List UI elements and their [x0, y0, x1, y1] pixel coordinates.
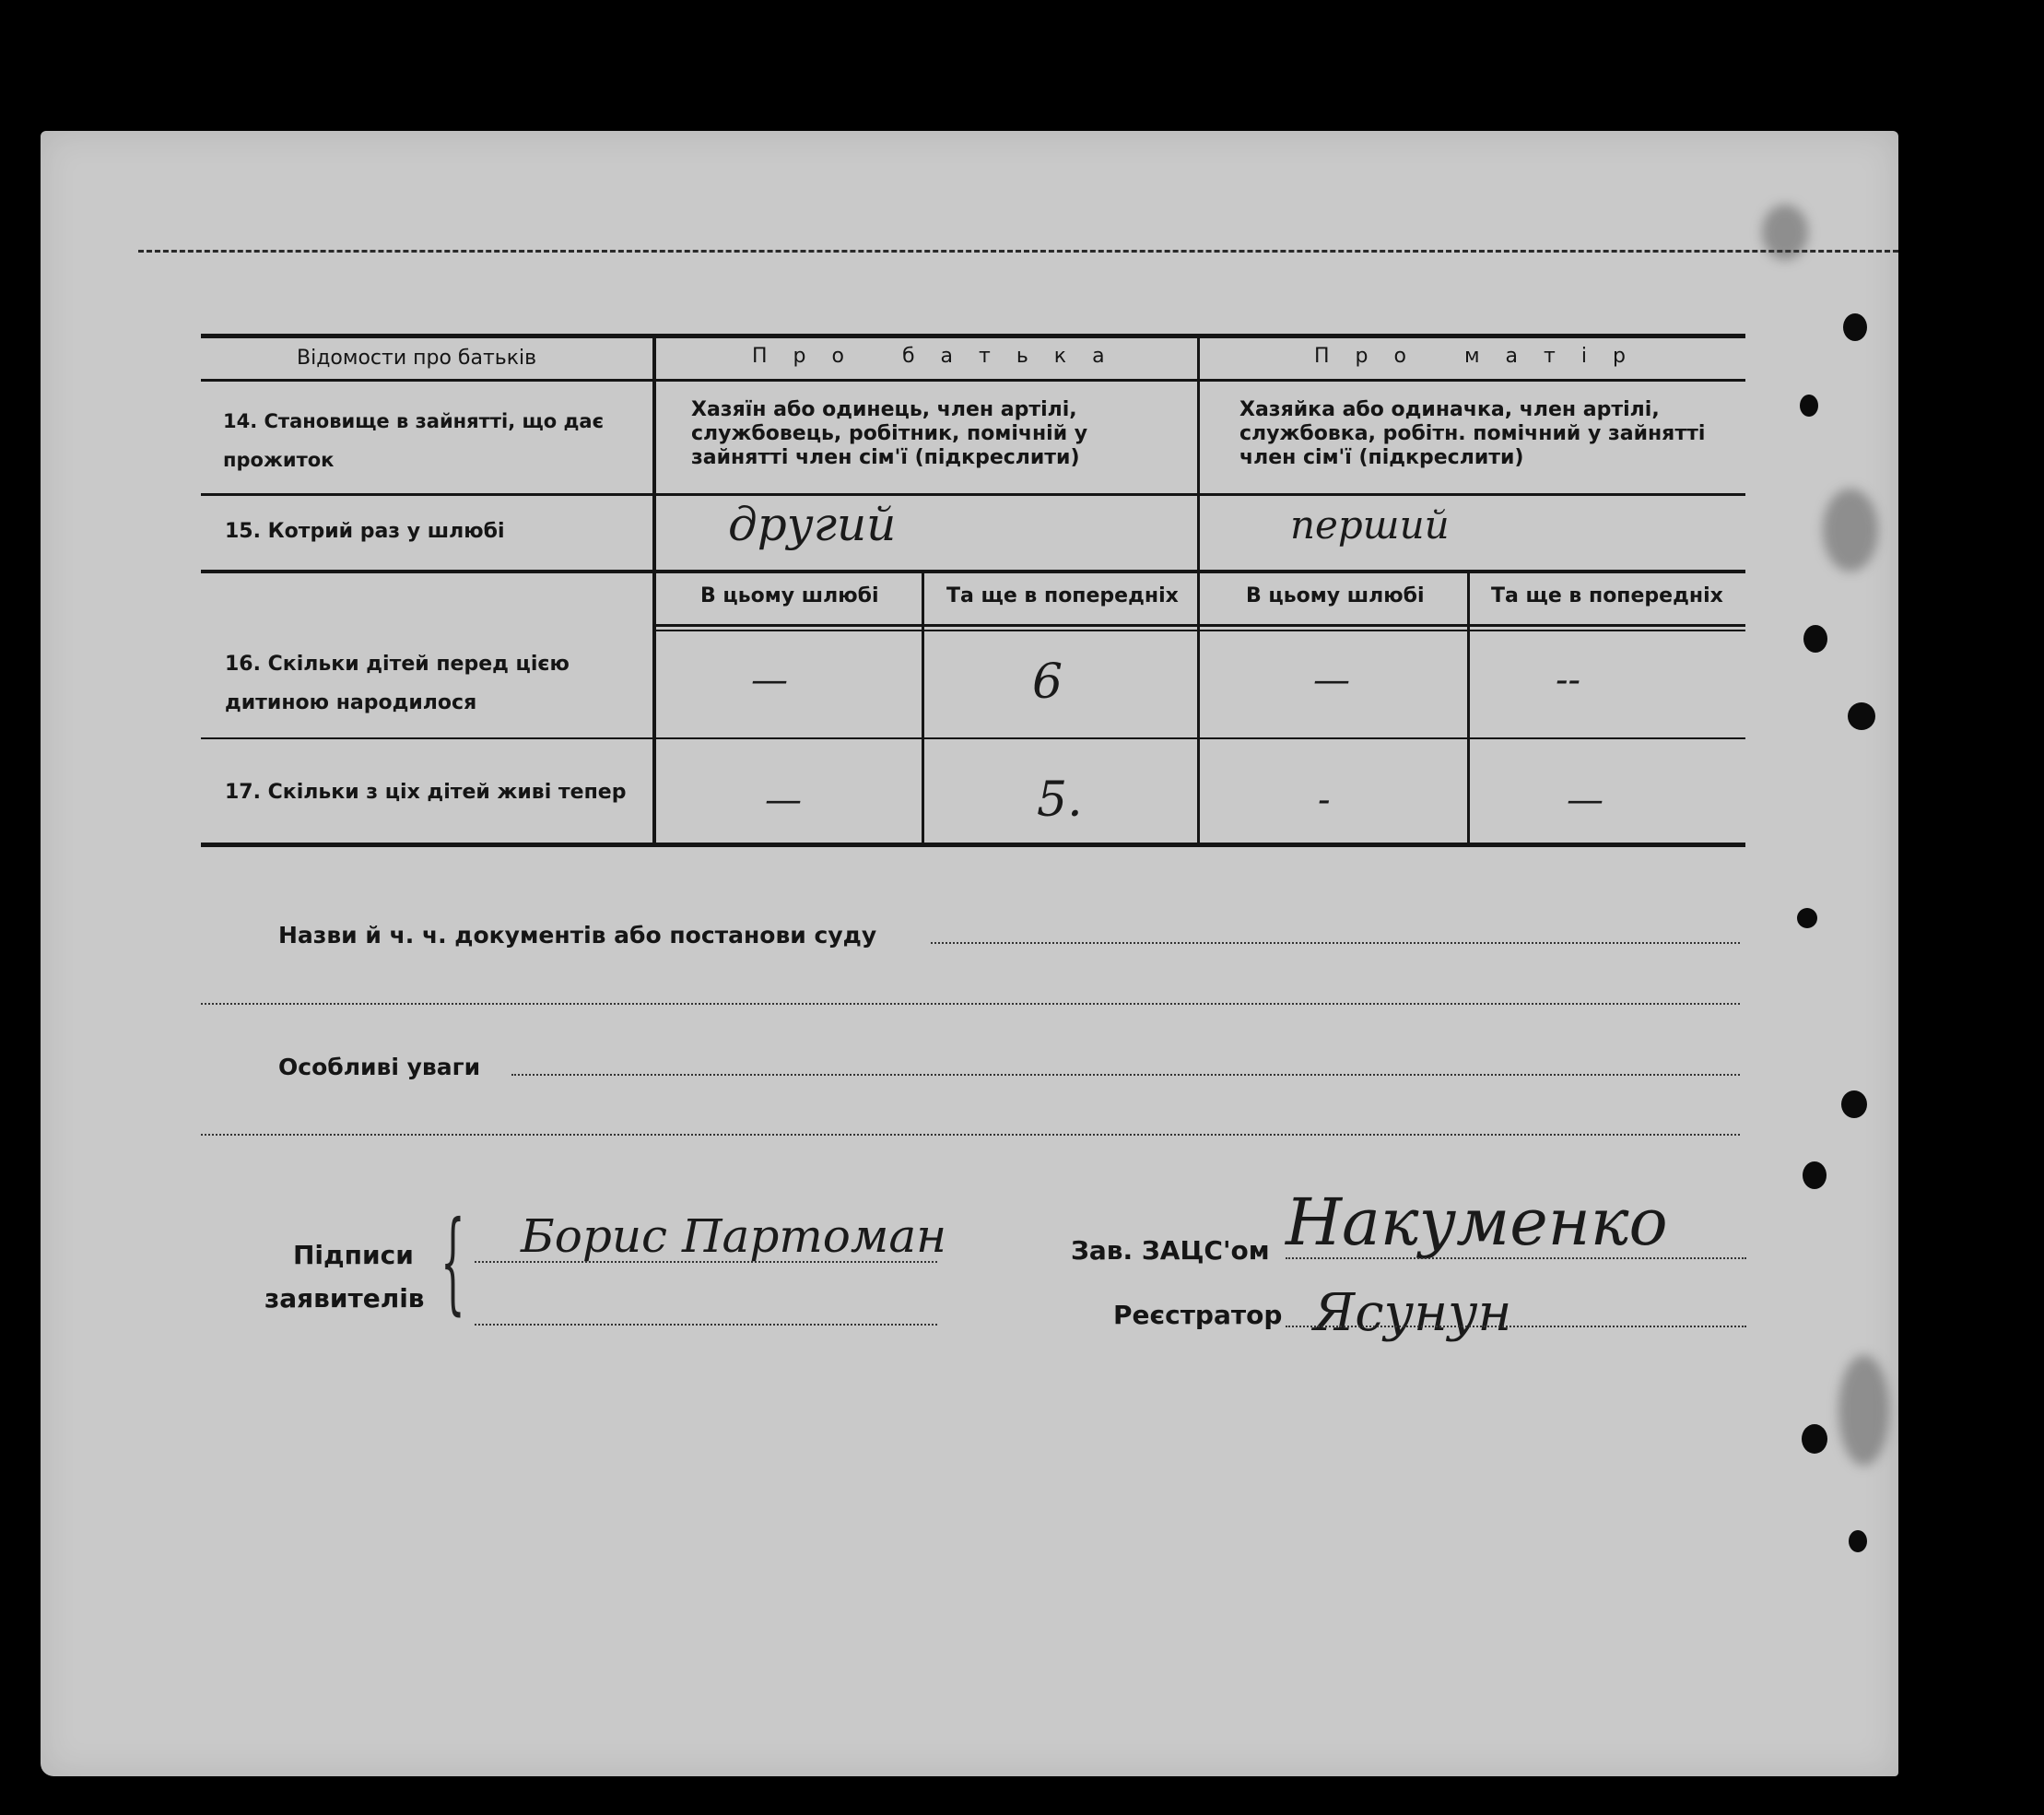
stain	[1838, 1355, 1889, 1466]
table-rule	[656, 624, 1745, 627]
table-bottom-border	[201, 843, 1745, 847]
applicants-label-2: заявителів	[264, 1283, 425, 1314]
row17-mother-current: -	[1318, 779, 1331, 821]
row16-father-previous: 6	[1032, 654, 1063, 710]
stain	[1762, 205, 1808, 260]
row15-mother-value: перший	[1290, 502, 1450, 548]
row17-father-current: —	[765, 779, 802, 821]
brace: {	[441, 1198, 465, 1326]
table-rule	[656, 630, 1745, 631]
table-rule	[201, 493, 1745, 496]
notes-field-line2	[201, 1134, 1740, 1136]
row16-label: 16. Скільки дітей перед цією дитиною народилося	[225, 653, 570, 714]
perforation-line	[138, 250, 1898, 253]
header-father: Про батька	[752, 345, 1131, 368]
notes-field	[511, 1074, 1740, 1076]
applicant-sign-line-1	[475, 1261, 937, 1263]
row14-mother-options: Хазяйка або одиначка, член артілі, службовка, робітн. помічний у зайнятті член сім'ї (підкреслити)	[1239, 398, 1706, 469]
binder-hole	[1843, 313, 1867, 341]
subheader-father-previous: Та ще в попередніх	[946, 584, 1179, 607]
row16-mother-previous: --	[1556, 659, 1581, 701]
row17-mother-previous: —	[1567, 779, 1603, 821]
header-mother: Про матір	[1314, 345, 1651, 368]
table-top-border	[201, 334, 1745, 338]
applicants-label-1: Підписи	[293, 1240, 414, 1270]
table-rule	[201, 379, 1745, 382]
registrar-signature: Ясунун	[1313, 1283, 1512, 1343]
binder-hole	[1797, 908, 1817, 928]
subheader-mother-previous: Та ще в попередніх	[1491, 584, 1723, 607]
row16-mother-current: —	[1313, 659, 1350, 701]
binder-hole	[1802, 1424, 1827, 1454]
head-label: Зав. ЗАЦС'ом	[1071, 1235, 1270, 1266]
documents-label: Назви й ч. ч. документів або постанови суду	[278, 922, 877, 949]
header-label: Відомости про батьків	[297, 347, 537, 370]
binder-hole	[1803, 1161, 1827, 1189]
binder-hole	[1803, 625, 1827, 653]
row15-label: 15. Котрий раз у шлюбі	[225, 520, 505, 543]
binder-hole	[1849, 1530, 1867, 1552]
documents-field-line2	[201, 1003, 1740, 1005]
registrar-sign-line	[1286, 1326, 1746, 1327]
table-col-divider	[1197, 336, 1200, 844]
table-col-divider	[652, 336, 656, 844]
head-sign-line	[1286, 1257, 1746, 1259]
subheader-father-current: В цьому шлюбі	[700, 584, 879, 607]
row14-label: 14. Становище в зайнятті, що дає прожиток	[223, 410, 605, 471]
row15-father-value: другий	[728, 498, 897, 551]
head-signature: Накуменко	[1286, 1184, 1668, 1260]
row16-father-current: —	[751, 659, 788, 701]
subheader-mother-current: В цьому шлюбі	[1246, 584, 1425, 607]
applicant-signature: Борис Партоман	[521, 1209, 947, 1263]
row17-label: 17. Скільки з ціх дітей живі тепер	[225, 781, 627, 804]
binder-hole	[1800, 395, 1818, 417]
registrar-label: Реєстратор	[1113, 1300, 1283, 1330]
row14-father-options: Хазяїн або одинець, член артілі, службовець, робітник, помічній у зайнятті член сім'ї (підкреслити)	[691, 398, 1088, 469]
table-rule	[201, 570, 1745, 573]
binder-hole	[1841, 1090, 1867, 1118]
applicant-sign-line-2	[475, 1324, 937, 1326]
table-col-divider	[922, 572, 924, 844]
table-col-divider	[1467, 572, 1470, 844]
notes-label: Особливі уваги	[278, 1054, 481, 1080]
stain	[1823, 489, 1878, 572]
binder-hole	[1848, 702, 1875, 730]
row17-father-previous: 5.	[1037, 772, 1083, 828]
documents-field	[931, 942, 1740, 944]
table-rule	[201, 737, 1745, 739]
